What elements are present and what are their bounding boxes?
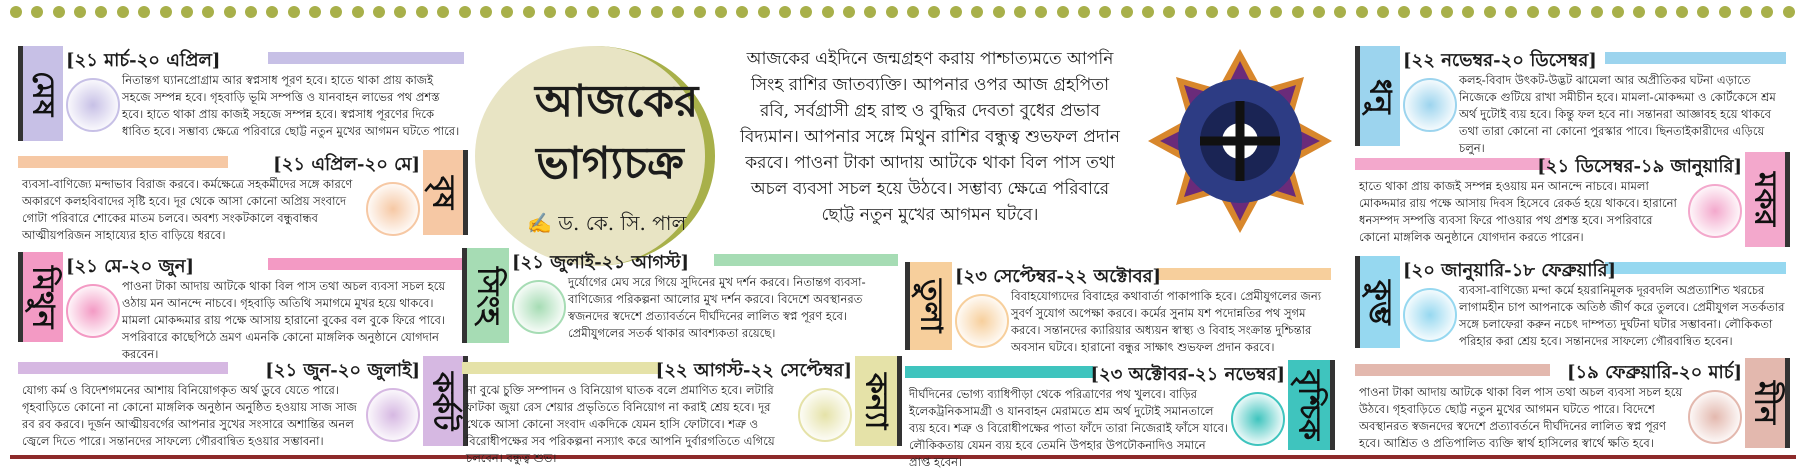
border-dot <box>1398 6 1410 18</box>
border-dot <box>1441 6 1453 18</box>
border-dot <box>74 6 86 18</box>
border-dot <box>715 6 727 18</box>
rashi-date-range: [২১ এপ্রিল-২০ মে] <box>273 154 420 175</box>
rashi-name: কন্যা <box>858 372 894 430</box>
rashi-name-tab <box>1288 360 1335 450</box>
rashi-block <box>18 150 468 241</box>
border-dot <box>907 6 919 18</box>
border-dot <box>1484 6 1496 18</box>
border-dot <box>971 6 983 18</box>
border-dot <box>565 6 577 18</box>
rashi-name: মেষ <box>25 70 61 117</box>
zodiac-sign-icon <box>512 280 566 334</box>
zodiac-sign-icon <box>66 284 120 338</box>
accent-bar <box>905 366 1093 378</box>
accent-bar <box>268 52 464 64</box>
border-dot <box>1462 6 1474 18</box>
zodiac-sign-icon <box>366 388 420 442</box>
rashi-name: কর্কট <box>425 371 461 431</box>
rashi-name-tab <box>1355 46 1400 146</box>
page-title: আজকের ভাগ্যচক্র <box>535 76 699 189</box>
border-dot <box>629 6 641 18</box>
border-dot <box>928 6 940 18</box>
rashi-name-tab <box>18 252 63 342</box>
border-dot <box>886 6 898 18</box>
border-dot <box>1761 6 1773 18</box>
rashi-forecast-text: পাওনা টাকা আদায় আটকে থাকা বিল পাস তথা অচল ব্যবসা সচল হয়ে উঠবে। গৃহবাড়িতে ছোট্ট নতুন মুখের আগমন ঘটতে পারে। বিদেশে অবস্থানরত স্বজনদের স্বদেশে প্রত্যাবর্তনে দীর্ঘদিনের লালিত স্বপ্ন পূরণ হবে। আশ্রিত ও প্রতিপালিত ব্যক্তি স্বার্থ হাসিলের স্বার্থে ক্ষতি হবে। <box>1359 385 1683 450</box>
rashi-name: তুলা <box>913 279 949 333</box>
accent-bar <box>1157 268 1331 280</box>
rashi-block <box>462 248 902 349</box>
border-dot <box>1270 6 1282 18</box>
border-dot <box>181 6 193 18</box>
rashi-name-tab <box>1745 152 1790 247</box>
rashi-date-range: [২০ জানুয়ারি-১৮ ফেব্রুয়ারি] <box>1403 260 1617 281</box>
border-dot <box>1676 6 1688 18</box>
border-dot <box>501 6 513 18</box>
rashi-date-range: [১৯ ফেব্রুয়ারি-২০ মার্চ] <box>1566 362 1742 383</box>
border-dot <box>352 6 364 18</box>
zodiac-sign-icon <box>66 78 120 132</box>
border-dot <box>1740 6 1752 18</box>
border-dot <box>459 6 471 18</box>
border-dot <box>480 6 492 18</box>
rashi-block <box>1355 152 1790 253</box>
border-dot <box>1591 6 1603 18</box>
rashi-name: মীন <box>1747 381 1783 425</box>
rashi-name: সিংহ <box>470 266 506 325</box>
border-dot <box>1292 6 1304 18</box>
border-dot <box>330 6 342 18</box>
accent-bar <box>18 156 228 168</box>
border-dot <box>1035 6 1047 18</box>
border-dot <box>523 6 535 18</box>
rashi-name-tab <box>905 262 952 350</box>
rashi-block <box>18 356 468 452</box>
border-dot <box>31 6 43 18</box>
border-dot <box>437 6 449 18</box>
border-dot <box>1505 6 1517 18</box>
rashi-date-range: [২১ মে-২০ জুন] <box>66 256 194 277</box>
border-dot <box>1697 6 1709 18</box>
border-dot <box>544 6 556 18</box>
rashi-block <box>1355 46 1790 155</box>
border-dot <box>53 6 65 18</box>
rashi-forecast-text: দুর্যোগের মেঘ সরে গিয়ে সুদিনের মুখ দর্শন করবে। নিতান্তগ ব্যবসা-বাণিজ্যের পরিকল্পনা আলোর মুখ দর্শন করবে। বিদেশে অবস্থানরত স্বজনদের স্বদেশে প্রত্যাবর্তনে দীর্ঘদিনের লালিত স্বপ্ন পূরণ হবে। প্রেমীযুগলের সতর্ক থাকার আবশ্যকতা রয়েছে। <box>568 275 866 340</box>
rashi-name-tab <box>462 248 509 343</box>
accent-bar <box>1605 52 1786 64</box>
border-dot <box>1227 6 1239 18</box>
zodiac-sign-icon <box>955 294 1009 348</box>
rashi-name: ধনু <box>1362 78 1398 114</box>
rashi-name-tab <box>423 150 468 235</box>
border-dot <box>1548 6 1560 18</box>
border-dot <box>1014 6 1026 18</box>
rashi-date-range: [২২ নভেম্বর-২০ ডিসেম্বর] <box>1403 50 1597 71</box>
border-dot <box>651 6 663 18</box>
rashi-name: বৃশ্চিক <box>1291 369 1327 441</box>
rashi-forecast-text: পাওনা টাকা আদায় আটকে থাকা বিল পাস তথা অচল ব্যবসা সচল হয়ে ওঠায় মন আনন্দে নাচবে। গৃহবাড়ি অতিথি সমাগমে মুখর হয়ে থাকবে। মামলা মোকদ্দমার রায় পক্ষে আসায় হারানো বুকের বল বুকে ফিরে পাবে। সপরিবারে কাছেপিঠে ভ্রমণ এমনকি কোনো মাঙ্গলিক অনুষ্ঠানে যোগদান করবেন। <box>122 279 446 361</box>
rashi-forecast-text: ব্যবসা-বাণিজ্যে মন্দা কর্মে হয়রানিমূলক দূরবদলি অপ্রত্যাশিত খরচের লাগামহীন চাপ আপনাকে অতিষ্ঠ জীর্ণ করে তুলবে। প্রেমীযুগল সতর্কতার সঙ্গে চলাফেরা করুন নচেৎ দাম্পত্য দুর্ঘটনা ঘটার সম্ভাবনা। লৌকিকতা পরিহার করা শ্রেয় হবে। সন্তানদের সাফল্যে গৌরবান্বিত হবেন। <box>1459 283 1785 348</box>
border-dot <box>138 6 150 18</box>
rashi-date-range: [২১ জুলাই-২১ আগস্ট] <box>512 252 690 273</box>
border-dot <box>1612 6 1624 18</box>
rashi-name: কুম্ভ <box>1362 279 1398 325</box>
border-dot <box>1099 6 1111 18</box>
rashi-block <box>905 262 1335 356</box>
accent-bar <box>268 258 464 270</box>
border-dot <box>1142 6 1154 18</box>
rashi-date-range: [২১ মার্চ-২০ এপ্রিল] <box>66 50 221 71</box>
author-byline: ✍ ড. কে. সি. পাল <box>527 211 687 235</box>
border-dot <box>608 6 620 18</box>
rashi-date-range: [২৩ অক্টোবর-২১ নভেম্বর] <box>1090 364 1285 385</box>
top-dot-border <box>0 6 1806 26</box>
border-dot <box>10 6 22 18</box>
rashi-date-range: [২১ জুন-২০ জুলাই] <box>265 360 420 381</box>
border-dot <box>1569 6 1581 18</box>
rashi-date-range: [২৩ সেপ্টেম্বর-২২ অক্টোবর] <box>955 266 1162 287</box>
border-dot <box>1783 6 1795 18</box>
zodiac-sign-icon <box>1688 184 1742 238</box>
zodiac-sign-icon <box>1403 288 1457 342</box>
rashi-forecast-text: যোগ্য কর্ম ও বিদেশগমনের আশায় বিনিয়োগকৃত অর্থ ডুবে যেতে পারে। গৃহবাড়িতে কোনো না কোনো মাঙ্গলিক অনুষ্ঠান অনুষ্ঠিত হওয়ায় সাজ সাজ রব রব করবে। দূর্জন আত্মীয়বর্গের আপনার সুখের সংসারে অশান্তির অনল জ্বেলে দিতে পারে। সন্তানদের সাফল্যে গৌরবান্বিত হওয়ার সম্ভাবনা। <box>22 383 357 448</box>
accent-bar <box>1605 262 1786 274</box>
border-dot <box>416 6 428 18</box>
border-dot <box>373 6 385 18</box>
rashi-block <box>18 252 468 361</box>
border-dot <box>822 6 834 18</box>
border-dot <box>1163 6 1175 18</box>
rashi-forecast-text: নিতান্তগ ঘ্যানপ্রোগ্রাম আর স্বপ্নসাধ পূরণ হবে। হাতে থাকা প্রায় কাজই সহজে সম্পন্ন হবে। গৃহবাড়ি ভূমি সম্পত্তি ও যানবাহন লাভের পথ প্রশস্ত হবে। হাতে থাকা প্রায় কাজই সহজে সম্পন্ন হবে। স্বপ্নসাধ পূরণের দিকে ধাবিত হবে। সম্ভাব্য ক্ষেত্রে পরিবারে ছোট্ট নতুন মুখের আগমন ঘটতে পারে। <box>122 73 460 138</box>
rashi-date-range: [২১ ডিসেম্বর-১৯ জানুয়ারি] <box>1537 156 1742 177</box>
border-dot <box>1078 6 1090 18</box>
zodiac-sign-icon <box>1688 390 1742 444</box>
border-dot <box>779 6 791 18</box>
border-dot <box>288 6 300 18</box>
border-dot <box>1057 6 1069 18</box>
border-dot <box>160 6 172 18</box>
rashi-name: বৃষ <box>425 175 461 210</box>
accent-bar <box>1355 158 1550 170</box>
border-dot <box>1356 6 1368 18</box>
border-dot <box>1655 6 1667 18</box>
border-dot <box>1377 6 1389 18</box>
border-dot <box>1249 6 1261 18</box>
zodiac-sign-icon <box>1403 78 1457 132</box>
rashi-date-range: [২২ আগস্ট-২২ সেপ্টেম্বর] <box>655 360 852 381</box>
intro-paragraph: আজকের এইদিনে জন্মগ্রহণ করায় পাশ্চাত্যমতে আপনি সিংহ রাশির জাতব্যক্তি। আপনার ওপর আজ গ্রহপিতা রবি, সর্বগ্রাসী গ্রহ রাহু ও বুদ্ধির দেবতা বুধের প্রভাব বিদ্যমান। আপনার সঙ্গে মিথুন রাশির বন্ধুত্ব শুভফল প্রদান করবে। পাওনা টাকা আদায় আটকে থাকা বিল পাস তথা অচল ব্যবসা সচল হয়ে উঠবে। সম্ভাব্য ক্ষেত্রে পরিবারে ছোট্ট নতুন মুখের আগমন ঘটবে। <box>740 49 1120 225</box>
rashi-block <box>1355 256 1790 354</box>
border-dot <box>1313 6 1325 18</box>
border-dot <box>117 6 129 18</box>
rashi-forecast-text: বিবাহযোগ্যদের বিবাহের কথাবার্তা পাকাপাকি হবে। প্রেমীযুগলের জন্য সুবর্ণ সুযোগ অপেক্ষা করবে। কর্মের সুনাম যশ পদোন্নতির পথ সুগম করবে। সন্তানদের ক্যারিয়ার অধ্যয়ন স্বাস্থ্য ও বিবাহ সংক্রান্ত দুশ্চিন্তার অবসান ঘটবে। হারানো বন্ধুর সাক্ষাৎ শুভফল প্রদান করবে। <box>1011 289 1322 354</box>
border-dot <box>736 6 748 18</box>
border-dot <box>1527 6 1539 18</box>
rashi-name: মিথুন <box>25 265 61 329</box>
border-dot <box>309 6 321 18</box>
accent-bar <box>1355 364 1550 376</box>
zodiac-sign-icon <box>1231 392 1285 446</box>
rashi-name-tab <box>18 46 63 141</box>
border-dot <box>843 6 855 18</box>
border-dot <box>394 6 406 18</box>
rashi-name: মকর <box>1747 172 1783 227</box>
rashi-block <box>462 356 902 465</box>
border-dot <box>1719 6 1731 18</box>
border-dot <box>1334 6 1346 18</box>
border-dot <box>864 6 876 18</box>
rashi-forecast-text: ব্যবসা-বাণিজ্যে মন্দাভাব বিরাজ করবে। কর্মক্ষেত্রে সহকর্মীদের সঙ্গে কারণে অকারণে কলহবিবাদের সৃষ্টি হবে। দূর থেকে আসা কোনো অপ্রিয় সংবাদে গোটা পরিবারে শোকের মাতম চলবে। অবশ্য সংকটকালে বন্ধুবান্ধব আত্মীয়পরিজন সাহায্যের হাত বাড়িয়ে ধরবে। <box>22 177 353 242</box>
border-dot <box>758 6 770 18</box>
bottom-border-line <box>10 455 1796 459</box>
border-dot <box>1206 6 1218 18</box>
rashi-name-tab <box>1355 256 1400 348</box>
rashi-block <box>905 360 1335 469</box>
zodiac-sign-icon <box>798 388 852 442</box>
border-dot <box>1633 6 1645 18</box>
rashi-forecast-text: দীর্ঘদিনের ভোগ্য ব্যাধিপীড়া থেকে পরিত্রাণের পথ খুলবে। বাড়ির ইলেকট্রনিকসামগ্রী ও যানবাহন মেরামতে শ্রম অর্থ দুটোই সমানতালে ব্যয় হবে। শত্রু ও বিরোধীপক্ষের পাতা ফাঁদে তারা নিজেরাই ফাঁসে যাবে। লৌকিকতায় যেমন ব্যয় হবে তেমনি উপহার উপঢৌকনাদিও সমানে প্রাপ্ত হবেন। <box>909 387 1229 469</box>
rashi-block <box>1355 358 1790 454</box>
border-dot <box>1121 6 1133 18</box>
border-dot <box>1185 6 1197 18</box>
border-dot <box>950 6 962 18</box>
rashi-forecast-text: না বুঝে চুক্তি সম্পাদন ও বিনিয়োগ ঘাতক বলে প্রমাণিত হবে। লটারি ফাটকা জুয়া রেস শেয়ার প্রভৃতিতে বিনিয়োগ না করাই শ্রেয় হবে। দূর থেকে আসা কোনো সংবাদ একদিকে যেমন হাসি ফোটাবে। শত্রু ও বিরোধীপক্ষের সব পরিকল্পনা নস্যাৎ করে আপনি দুর্বারগতিতে এগিয়ে চলবেন। বন্ধুত্ব শুভ। <box>466 383 775 465</box>
border-dot <box>224 6 236 18</box>
border-dot <box>202 6 214 18</box>
border-dot <box>1420 6 1432 18</box>
border-dot <box>95 6 107 18</box>
rashi-forecast-text: কলহ-বিবাদ উৎকট-উদ্ভট ঝামেলা আর অপ্রীতিকর ঘটনা এড়াতে নিজেকে গুটিয়ে রাখা সমীচীন হবে। মামলা-মোকদ্দমা ও কোর্টকেসে শ্রম অর্থ দুটোই ব্যয় হবে। কিন্তু ফল হবে না। সন্তানরা আজ্ঞাবহ হয়ে থাকবে তথা তারা কোনো না কোনো পুরস্কার পাবে। ছিনতাইকারীদের এড়িয়ে চলুন। <box>1459 73 1776 155</box>
border-dot <box>993 6 1005 18</box>
accent-bar <box>462 362 660 374</box>
rashi-block <box>18 46 468 147</box>
zodiac-sign-icon <box>366 182 420 236</box>
border-dot <box>672 6 684 18</box>
border-dot <box>587 6 599 18</box>
zodiac-wheel-image <box>1145 46 1335 236</box>
rashi-forecast-text: হাতে থাকা প্রায় কাজই সম্পন্ন হওয়ায় মন আনন্দে নাচবে। মামলা মোকদ্দমার রায় পক্ষে আসায় দিবস হিসেবে রেকর্ড হয়ে থাকবে। হারানো ধনসম্পদ সম্পত্তি ব্যবসা ফিরে পাওয়ার পথ প্রশস্ত হবে। সপরিবারে কোনো মাঙ্গলিক অনুষ্ঠানে যোগদান করতে পারেন। <box>1359 179 1677 244</box>
title-circle <box>475 46 715 266</box>
rashi-name-tab <box>855 356 902 446</box>
border-dot <box>694 6 706 18</box>
border-dot <box>245 6 257 18</box>
rashi-name-tab <box>1745 358 1790 448</box>
border-dot <box>266 6 278 18</box>
border-dot <box>800 6 812 18</box>
accent-bar <box>714 254 898 266</box>
accent-bar <box>18 362 228 374</box>
